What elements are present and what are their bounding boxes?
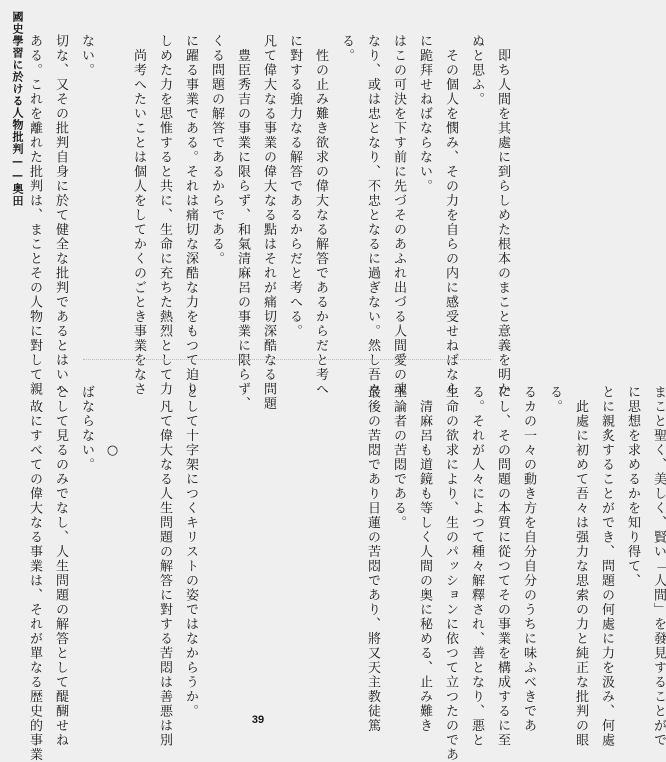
text-column: 豊臣秀吉の事業に限らず、和氣清麻呂の事業に限らず、 [235,34,250,411]
section-break-mark: ○ [105,385,120,460]
text-column: 清麻呂も道鏡も等しく人間の奥に秘める、止み難き [417,385,432,733]
text-column: くる問題の解答であるからである。 [209,34,224,266]
text-column: 凡て偉大なる人生問題の解答に對する苦悶は善悪は別 [157,385,172,748]
text-column: ぬと思ふ。 [469,34,484,107]
text-column: ない。 [79,34,94,78]
text-column: として十字架につくキリストの姿ではなからうか。 [183,385,198,719]
text-column: とに親炙することができ、問題の何處に力を汲み、何處 [599,385,614,748]
text-column: 即ち人間を其處に到らしめた根本のまこと意義を明か [495,34,510,397]
text-column: 生命の欲求により、生のパッションに依つて立つたのであ [443,385,458,762]
text-column: なり、或は忠となり、不忠となるに過ぎない。然し吾々 [365,34,380,397]
text-column: ある。これを離れた批判は、まことその人物に對して親 [27,34,42,397]
text-column: るカの一々の動き方を自分自分のうちに味ふべきであ [521,385,536,733]
text-column: る。 [547,385,562,414]
text-column: に躍る事業である。それは痛切な深酷な力をもつて迫り [183,34,198,397]
text-column: まこと聖く、美しく、賢い「人間」を發見することがで [651,385,666,748]
text-column: 故にすべての偉大なる事業は、それが單なる歴史的事業 [27,385,42,762]
text-column: に跪拜せねばならない。 [417,34,432,194]
text-column: ばならない。 [79,385,94,472]
text-column: 王論者の苦悶である。 [391,385,406,530]
text-column: に對する強力なる解答であるからだと考へる。 [287,34,302,339]
text-column: 切な、又その批判自身に於て健全な批判であるとはいへ [53,34,68,397]
running-header: 國史學習に於ける人物批判——奥田 [11,11,24,207]
text-column: る。 [339,34,354,63]
text-column: その個人を憫み、その力を自らの内に感受せねばなら [443,34,458,397]
text-column: として見るのみでなし、人生問題の解答として醍醐せね [53,385,68,748]
text-column: 此處に初めて吾々は强力な思索の力と純正な批判の眼 [573,385,588,748]
block-divider [83,359,491,360]
text-column: る。それが人々によつて種々解釋され、善となり、悪と [469,385,484,748]
text-column: に思想を求めるかを知り得て、 [625,385,640,588]
text-column: しめた力を思惟すると共に、生命に充ちた熱烈として力 [157,34,172,397]
text-column: 尚考へたいことは個人をしてかくのごとき事業をなさ [131,34,146,397]
text-column: はこの可決を下す前に先づそのあふれ出づる人間愛の魂 [391,34,406,397]
text-column: 最後の苦悶であり日蓮の苦悶であり、將又天主教徒篤 [365,385,380,733]
page-number: 39 [251,714,265,726]
text-column: にし、その問題の本質に從つてその事業を構成するに至 [495,385,510,748]
text-column: 性の止み難き欲求の偉大なる解答であるからだと考へ [313,34,328,397]
text-column: 凡て偉大なる事業の偉大なる點はそれが痛切深酷なる問題 [261,34,276,411]
